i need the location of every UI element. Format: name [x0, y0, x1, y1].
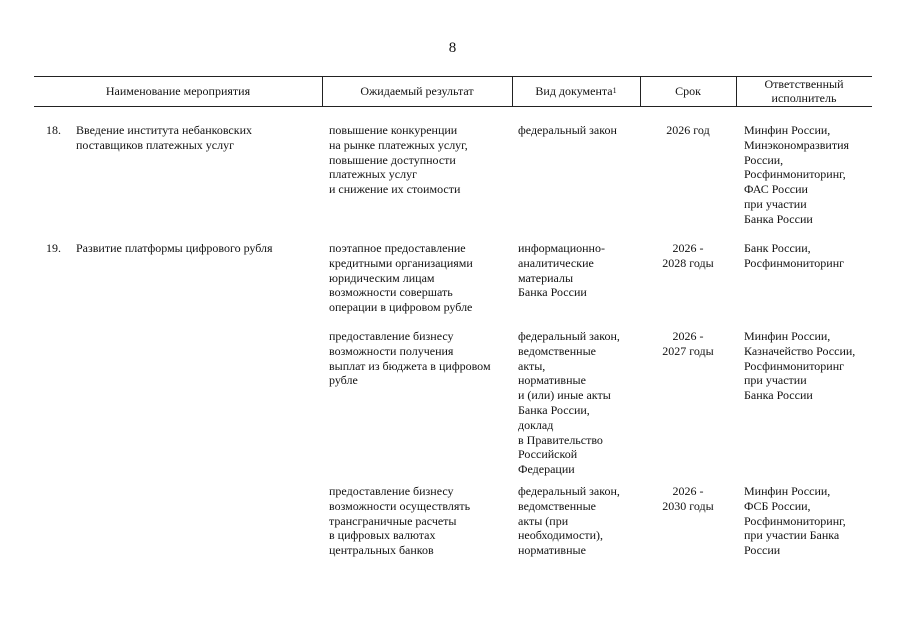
row-19-term-2: 2026 - 2027 годы — [662, 329, 714, 358]
header-term-label: Срок — [675, 84, 701, 98]
row-19-term-1: 2026 - 2028 годы — [662, 241, 714, 270]
row-18-result: повышение конкуренции на рынке платежных услуг, повышение доступности платежных услуг и снижение их стоимости — [329, 123, 468, 197]
row-19-doc-type-1: информационно- аналитические материалы Банка России — [518, 241, 605, 300]
row-18-number: 18. — [46, 123, 61, 137]
page-number: 8 — [448, 40, 457, 56]
row-19-result-3: предоставление бизнесу возможности осуществлять трансграничные расчеты в цифровых валютах центральных банков — [329, 484, 471, 558]
header-result — [322, 76, 512, 106]
header-term — [640, 76, 736, 106]
header-name-label: Наименование мероприятия — [105, 84, 251, 98]
header-doc-type-label: Вид документа — [535, 84, 613, 98]
header-responsible — [736, 76, 872, 106]
row-18-doc-type: федеральный закон — [518, 123, 617, 137]
row-19-doc-type-3: федеральный закон, ведомственные акты (при необходимости), нормативные — [518, 484, 620, 558]
row-19-result-1: поэтапное предоставление кредитными организациями юридическим лицам возможности совершать операции в цифровом рубле — [329, 241, 473, 315]
row-19-doc-type-2: федеральный закон, ведомственные акты, нормативные и (или) иные акты Банка России, доклад в Правительство Российской Федерации — [518, 329, 620, 477]
row-19-responsible-2: Минфин России, Казначейство России, Росфинмониторинг при участии Банка России — [744, 329, 856, 403]
row-19-term-3: 2026 - 2030 годы — [662, 484, 714, 513]
table-header-bottom-rule — [34, 106, 872, 107]
row-18-term: 2026 год — [666, 123, 710, 137]
row-19-responsible-3: Минфин России, ФСБ России, Росфинмониторинг, при участии Банка России — [744, 484, 846, 558]
row-18-name: Введение института небанковских поставщиков платежных услуг — [76, 123, 253, 152]
header-responsible-label: Ответственный исполнитель — [764, 77, 844, 105]
header-name — [34, 76, 322, 106]
row-19-number: 19. — [46, 241, 61, 255]
header-doc-type: Вид документа 1 — [535, 84, 617, 98]
row-19-name: Развитие платформы цифрового рубля — [76, 241, 273, 255]
row-19-result-2: предоставление бизнесу возможности получения выплат из бюджета в цифровом рубле — [329, 329, 491, 388]
header-result-label: Ожидаемый результат — [360, 84, 474, 98]
row-19-responsible-1: Банк России, Росфинмониторинг — [744, 241, 845, 270]
row-18-responsible: Минфин России, Минэкономразвития России, Росфинмониторинг, ФАС России при участии Банка России — [744, 123, 850, 226]
